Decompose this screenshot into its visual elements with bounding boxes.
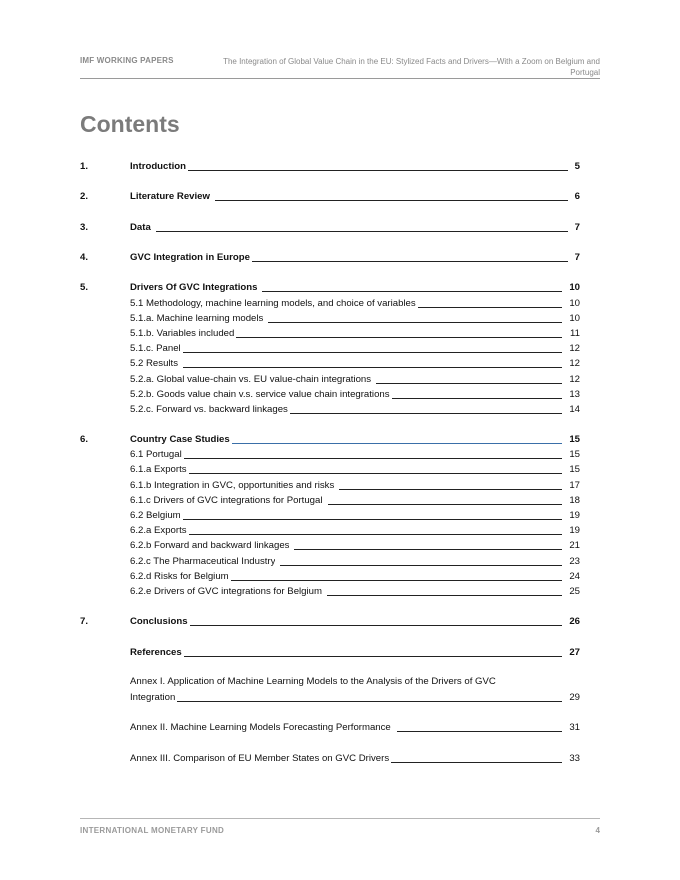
toc-entry-annex-3[interactable] <box>130 752 580 765</box>
footer-organization: INTERNATIONAL MONETARY FUND <box>80 826 225 835</box>
toc-subentry[interactable] <box>130 448 580 461</box>
toc-entry-data[interactable] <box>130 221 580 234</box>
leader-line <box>215 200 568 201</box>
page-footer <box>80 818 600 839</box>
toc-page-number: 17 <box>569 480 580 491</box>
toc-page-number: 19 <box>569 510 580 521</box>
toc-number-7: 7. <box>80 616 89 627</box>
toc-subentry[interactable] <box>130 342 580 355</box>
toc-page-number: 15 <box>569 434 580 445</box>
toc-label: 6.2.d Risks for Belgium <box>130 571 229 582</box>
page-header <box>80 56 600 79</box>
leader-line <box>280 565 562 566</box>
leader-line <box>252 261 568 262</box>
leader-line <box>177 701 562 702</box>
leader-line <box>391 762 562 763</box>
toc-page-number: 15 <box>569 464 580 475</box>
toc-page-number: 7 <box>574 222 580 233</box>
publication-series: IMF WORKING PAPERS <box>80 56 174 65</box>
toc-page-number: 29 <box>569 692 580 703</box>
toc-page-number: 31 <box>569 722 580 733</box>
toc-entry-annex-1[interactable] <box>130 691 580 704</box>
toc-label: 6.1.b Integration in GVC, opportunities and risks <box>130 480 335 491</box>
page-title: Contents <box>80 111 180 137</box>
leader-line <box>184 656 562 657</box>
toc-label: Literature Review <box>130 191 210 202</box>
toc-page-number: 10 <box>569 298 580 309</box>
toc-subentry[interactable] <box>130 509 580 522</box>
toc-number-2: 2. <box>80 191 89 202</box>
toc-entry-references[interactable] <box>130 646 580 659</box>
toc-page-number: 12 <box>569 358 580 369</box>
toc-entry-conclusions[interactable] <box>130 615 580 628</box>
toc-label: 6.2.c The Pharmaceutical Industry <box>130 556 276 567</box>
toc-label: Data <box>130 222 151 233</box>
toc-subentry[interactable] <box>130 403 580 416</box>
leader-line <box>268 322 562 323</box>
toc-subentry[interactable] <box>130 555 580 568</box>
toc-subentry[interactable] <box>130 479 580 492</box>
leader-line <box>339 489 562 490</box>
toc-page-number: 10 <box>569 282 580 293</box>
toc-page-number: 18 <box>569 495 580 506</box>
toc-entry-country-case-studies[interactable] <box>130 433 580 446</box>
toc-label: Country Case Studies <box>130 434 230 445</box>
leader-line <box>418 307 562 308</box>
toc-label: Introduction <box>130 161 186 172</box>
toc-page-number: 10 <box>569 313 580 324</box>
toc-label: 6.1.c Drivers of GVC integrations for Portugal <box>130 495 323 506</box>
toc-label: Integration <box>130 692 176 703</box>
leader-line <box>188 170 568 171</box>
toc-entry-introduction[interactable] <box>130 160 580 173</box>
leader-line <box>189 534 562 535</box>
leader-line <box>328 504 563 505</box>
toc-subentry[interactable] <box>130 463 580 476</box>
toc-number-5: 5. <box>80 282 89 293</box>
annex-1-title-line1[interactable]: Annex I. Application of Machine Learning Models to the Analysis of the Drivers of GVC <box>130 676 496 687</box>
toc-subentry[interactable] <box>130 494 580 507</box>
toc-subentry[interactable] <box>130 327 580 340</box>
toc-page-number: 33 <box>569 753 580 764</box>
toc-subentry[interactable] <box>130 524 580 537</box>
toc-label: GVC Integration in Europe <box>130 252 250 263</box>
toc-page-number: 12 <box>569 374 580 385</box>
leader-line <box>189 473 562 474</box>
leader-line <box>156 231 568 232</box>
toc-label: Drivers Of GVC Integrations <box>130 282 258 293</box>
leader-line <box>184 458 562 459</box>
toc-page-number: 25 <box>569 586 580 597</box>
toc-entry-gvc-integration-europe[interactable] <box>130 251 580 264</box>
toc-subentry[interactable] <box>130 297 580 310</box>
toc-page-number: 6 <box>574 191 580 202</box>
leader-line <box>262 291 562 292</box>
leader-line <box>190 625 562 626</box>
toc-subentry[interactable] <box>130 312 580 325</box>
toc-label: 6.1.a Exports <box>130 464 187 475</box>
toc-page-number: 11 <box>570 328 580 339</box>
leader-line <box>231 580 562 581</box>
page-number: 4 <box>595 826 600 835</box>
toc-number-1: 1. <box>80 161 89 172</box>
toc-label: References <box>130 647 182 658</box>
toc-page-number: 7 <box>574 252 580 263</box>
leader-line <box>397 731 562 732</box>
toc-subentry[interactable] <box>130 570 580 583</box>
toc-label: 6.2.a Exports <box>130 525 187 536</box>
leader-line <box>183 519 562 520</box>
toc-number-3: 3. <box>80 222 89 233</box>
toc-page-number: 26 <box>569 616 580 627</box>
toc-label: 6.1 Portugal <box>130 449 182 460</box>
leader-line <box>183 352 562 353</box>
leader-line <box>392 398 562 399</box>
leader-line <box>183 367 562 368</box>
toc-page-number: 19 <box>569 525 580 536</box>
toc-label: 5.2.b. Goods value chain v.s. service value chain integrations <box>130 389 390 400</box>
toc-label: 6.2.b Forward and backward linkages <box>130 540 290 551</box>
toc-subentry[interactable] <box>130 585 580 598</box>
toc-entry-literature-review[interactable] <box>130 190 580 203</box>
leader-line <box>376 383 562 384</box>
toc-page-number: 21 <box>569 540 580 551</box>
running-title: The Integration of Global Value Chain in the EU: Stylized Facts and Drivers—With a Zoom on Belgium and Portugal <box>223 57 600 77</box>
toc-number-6: 6. <box>80 434 89 445</box>
toc-page-number: 5 <box>574 161 580 172</box>
leader-line <box>236 337 562 338</box>
toc-label: 6.2 Belgium <box>130 510 181 521</box>
toc-label: 5.1 Methodology, machine learning models, and choice of variables <box>130 298 416 309</box>
toc-subentry[interactable] <box>130 388 580 401</box>
toc-label: 6.2.e Drivers of GVC integrations for Belgium <box>130 586 322 597</box>
toc-entry-annex-2[interactable] <box>130 721 580 734</box>
toc-label: Annex III. Comparison of EU Member States on GVC Drivers <box>130 753 390 764</box>
toc-page-number: 12 <box>569 343 580 354</box>
toc-label: 5.1.b. Variables included <box>130 328 235 339</box>
toc-page-number: 14 <box>569 404 580 415</box>
toc-page-number: 27 <box>569 647 580 658</box>
leader-line <box>290 413 562 414</box>
toc-page-number: 13 <box>569 389 580 400</box>
toc-label: 5.2 Results <box>130 358 178 369</box>
toc-number-4: 4. <box>80 252 89 263</box>
toc-label: Annex II. Machine Learning Models Forecasting Performance <box>130 722 391 733</box>
toc-subentry[interactable] <box>130 373 580 386</box>
toc-page-number: 23 <box>569 556 580 567</box>
toc-page-number: 15 <box>569 449 580 460</box>
toc-label: 5.2.a. Global value-chain vs. EU value-chain integrations <box>130 374 372 385</box>
toc-label: 5.2.c. Forward vs. backward linkages <box>130 404 288 415</box>
toc-subentry[interactable] <box>130 357 580 370</box>
toc-label: 5.1.a. Machine learning models <box>130 313 264 324</box>
toc-label: Conclusions <box>130 616 188 627</box>
leader-line <box>294 549 562 550</box>
toc-label: 5.1.c. Panel <box>130 343 181 354</box>
toc-page-number: 24 <box>569 571 580 582</box>
leader-line <box>327 595 562 596</box>
leader-line <box>232 443 562 444</box>
toc-entry-drivers-gvc[interactable] <box>130 281 580 294</box>
toc-subentry[interactable] <box>130 539 580 552</box>
